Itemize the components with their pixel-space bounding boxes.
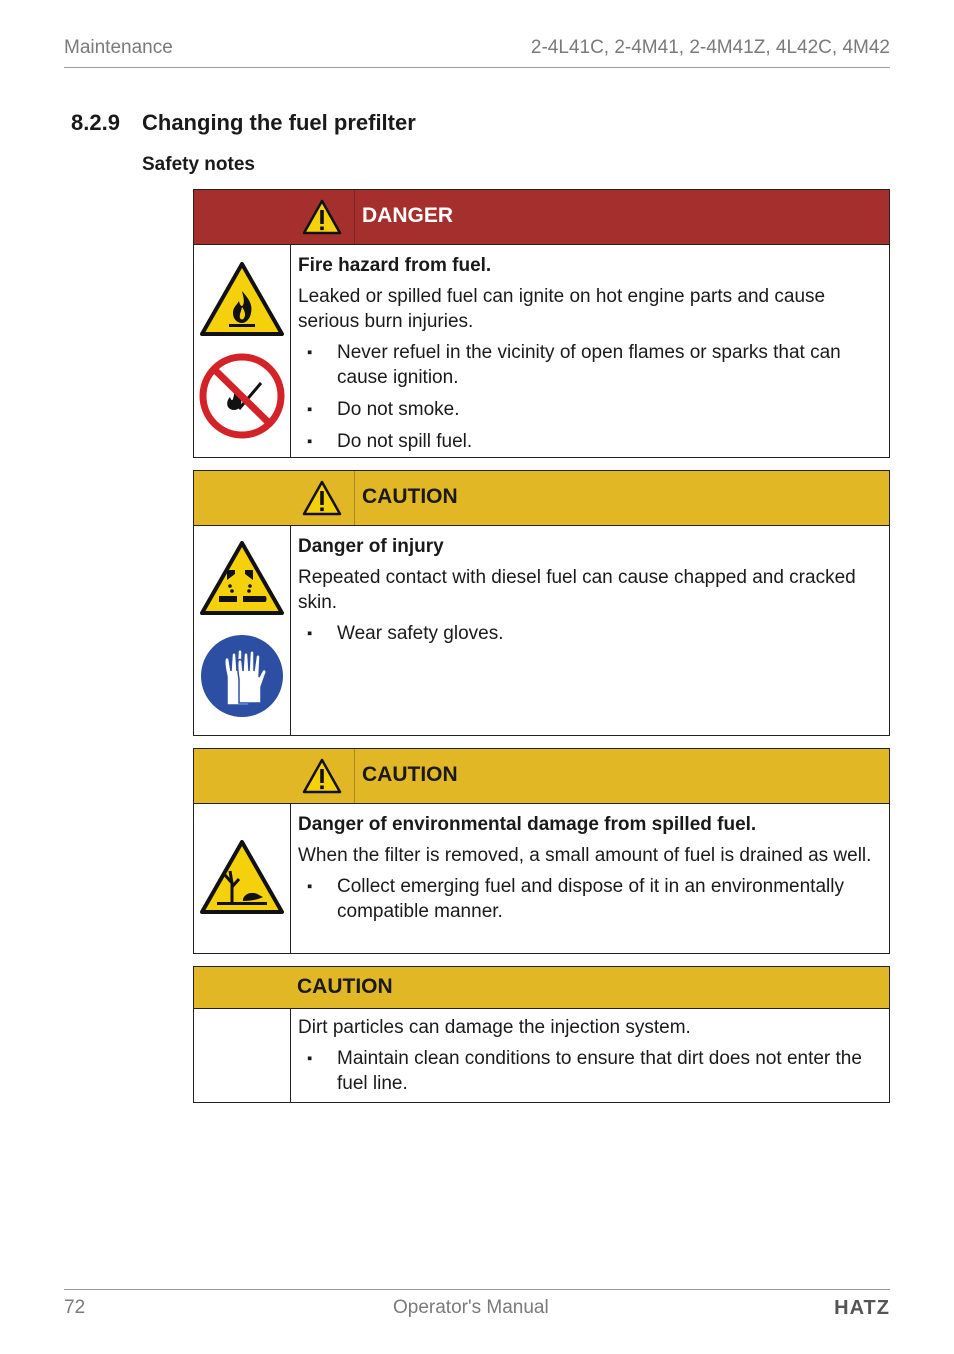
section-number: 8.2.9 [71,110,120,135]
corrosive-warning-icon [199,540,285,616]
environmental-hazard-icon [199,839,285,915]
notice-text: Dirt particles can damage the injection system. [298,1017,691,1038]
page-number: 72 [64,1297,86,1318]
notice-bullets [298,621,883,646]
notice-icon-column [194,526,291,735]
bullet-item: ▪ Do not spill fuel. [298,429,883,454]
notice-bullets [298,874,883,924]
warning-triangle-icon [290,471,355,525]
notice-icon-column [194,804,291,953]
bullet-item: ▪ Collect emerging fuel and dispose of it in an environmentally compatible manner. [298,874,883,924]
danger-notice-header [194,190,889,245]
notice-heading: Danger of environmental damage from spilled fuel. [298,814,757,835]
notice-icon-column [194,1009,291,1102]
bullet-item: ▪ Wear safety gloves. [298,621,883,646]
danger-notice [193,189,890,458]
running-header-section: Maintenance [64,37,173,58]
subsection-title: Safety notes [142,154,255,175]
caution-notice-environment [193,748,890,954]
caution-notice-injury [193,470,890,736]
notice-heading: Danger of injury [298,536,444,557]
brand-logo: HATZ [834,1297,890,1319]
no-open-flame-icon [199,353,285,439]
caution-notice-header [194,471,889,526]
wear-gloves-icon [199,633,285,719]
header-rule [64,67,890,68]
notice-text: Repeated contact with diesel fuel can cause chapped and cracked skin. [298,567,856,613]
caution-notice-header [194,967,889,1009]
bullet-item: ▪ Maintain clean conditions to ensure that dirt does not enter the fuel line. [298,1046,883,1096]
notice-level: DANGER [362,204,454,227]
caution-notice-dirt [193,966,890,1103]
fire-warning-icon [199,261,285,337]
notice-level: CAUTION [297,975,393,998]
bullet-item: ▪ Never refuel in the vicinity of open flames or sparks that can cause ignition. [298,340,883,390]
footer-title: Operator's Manual [393,1297,549,1318]
notice-icon-column [194,245,291,457]
bullet-item: ▪ Do not smoke. [298,397,883,422]
notice-text: Leaked or spilled fuel can ignite on hot engine parts and cause serious burn injuries. [298,286,826,332]
warning-triangle-icon [290,749,355,803]
notice-bullets [298,340,883,454]
notice-text: When the filter is removed, a small amount of fuel is drained as well. [298,845,872,866]
section-title: Changing the fuel prefilter [142,110,416,135]
running-header-models: 2-4L41C, 2-4M41, 2-4M41Z, 4L42C, 4M42 [530,37,890,58]
notice-level: CAUTION [362,763,458,786]
notice-bullets [298,1046,883,1096]
caution-notice-header [194,749,889,804]
notice-level: CAUTION [362,485,458,508]
footer-rule [64,1289,890,1290]
warning-triangle-icon [290,190,355,244]
notice-heading: Fire hazard from fuel. [298,255,492,276]
